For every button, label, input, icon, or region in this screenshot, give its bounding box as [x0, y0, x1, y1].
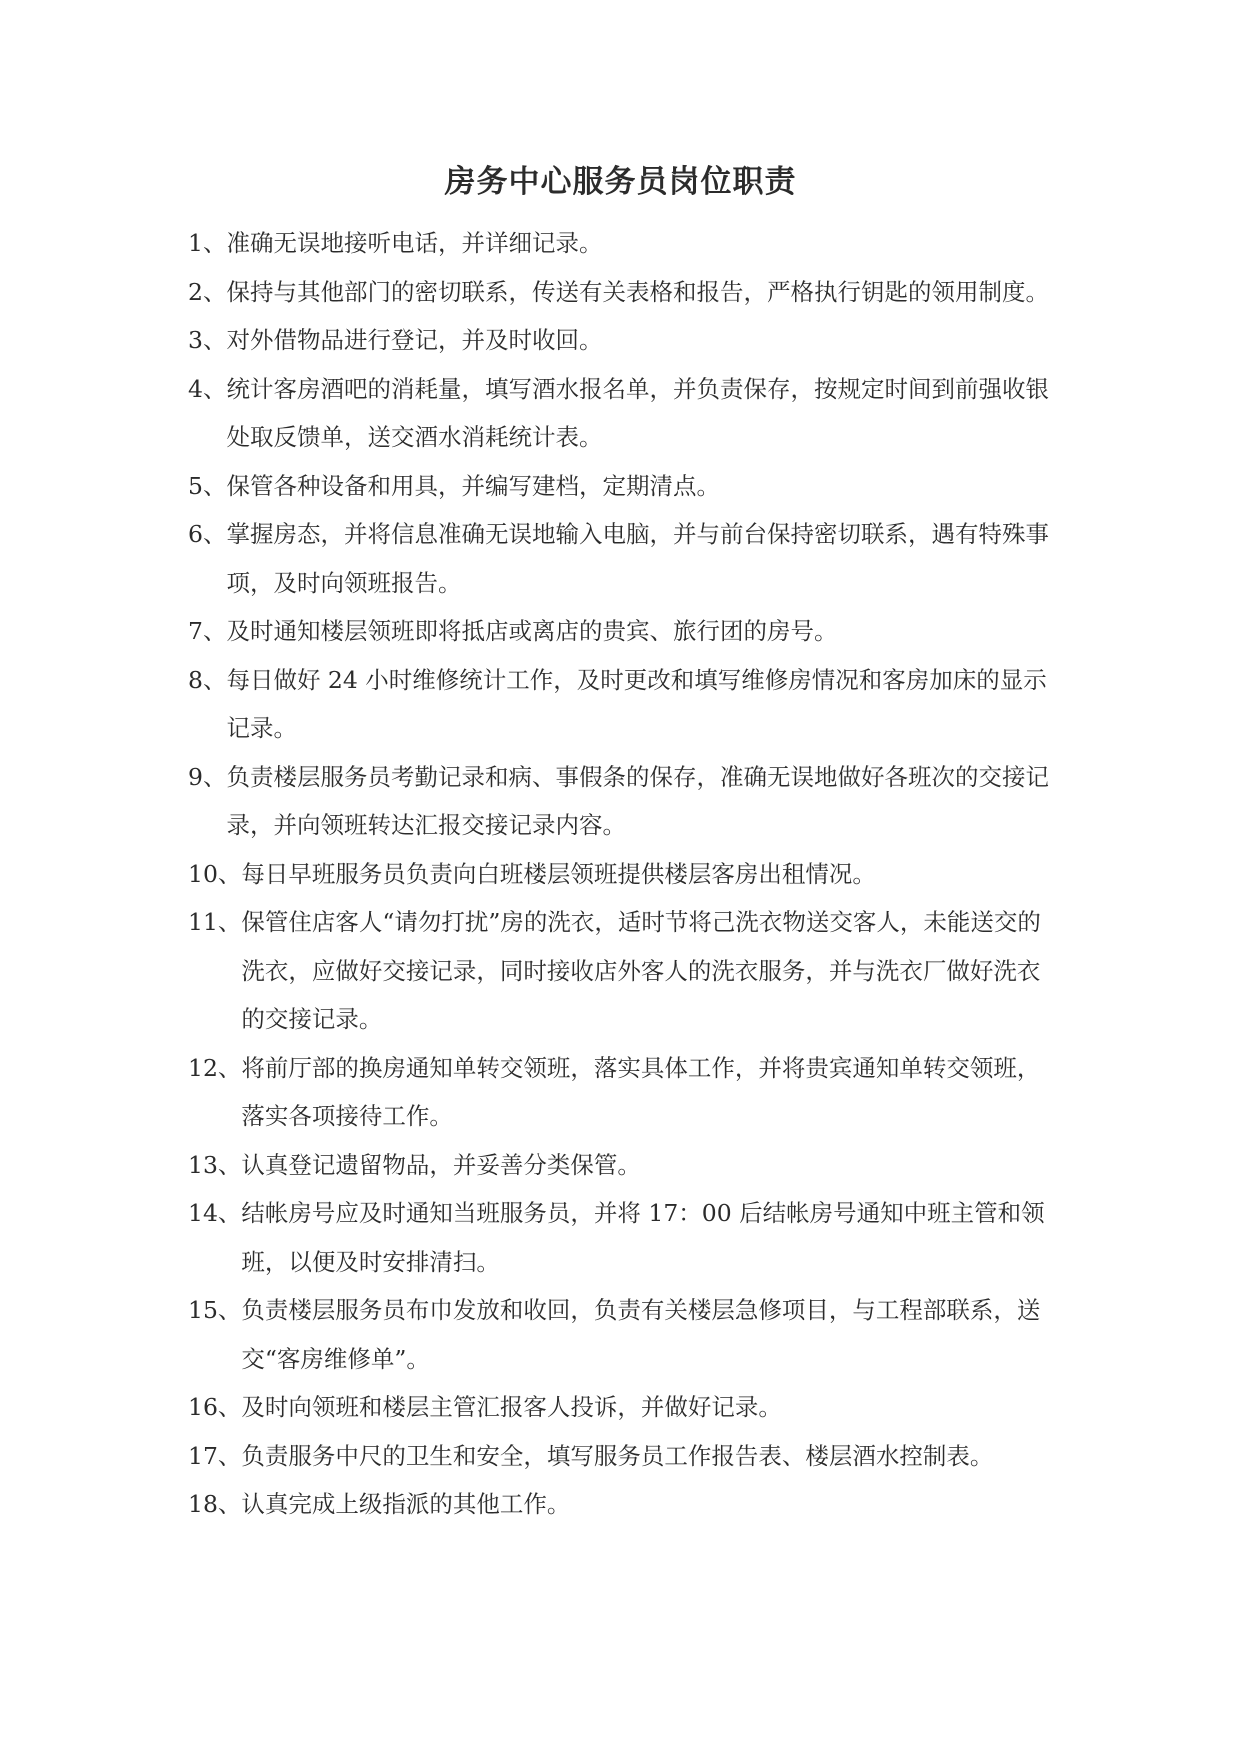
duty-item — [188, 316, 1060, 365]
duty-number: 9、 — [188, 762, 227, 791]
duty-number: 17、 — [188, 1441, 242, 1470]
duty-number: 15、 — [188, 1296, 242, 1324]
duty-text: 及时通知楼层领班即将抵店或离店的贵宾、旅行团的房号。 — [226, 617, 838, 645]
duty-text: 准确无误地接听电话，并详细记录。 — [226, 229, 603, 257]
duty-text: 每日早班服务员负责向白班楼层领班提供楼层客房出租情况。 — [241, 859, 876, 888]
duty-number: 6、 — [188, 520, 227, 548]
duty-number: 7、 — [188, 617, 227, 645]
duty-text: 负责服务中尺的卫生和安全，填写服务员工作报告表、楼层酒水控制表。 — [241, 1441, 994, 1470]
duty-number: 8、 — [188, 665, 227, 694]
duty-item — [188, 753, 1060, 850]
duty-number: 11、 — [188, 908, 242, 936]
duty-number: 14、 — [188, 1199, 242, 1227]
duty-item — [188, 607, 1060, 656]
duty-number: 2、 — [188, 277, 227, 306]
duty-text: 统计客房酒吧的消耗量，填写酒水报名单，并负责保存，按规定时间到前强收银处取反馈单，送交酒水消耗统计表。 — [226, 374, 1049, 451]
duty-item — [188, 850, 1060, 899]
duty-text: 保持与其他部门的密切联系，传送有关表格和报告，严格执行钥匙的领用制度。 — [226, 277, 1049, 306]
duty-text: 认真完成上级指派的其他工作。 — [241, 1490, 571, 1518]
page-title: 房务中心服务员岗位职责 — [444, 164, 797, 200]
duty-item — [188, 1141, 1060, 1190]
duty-item — [188, 1189, 1060, 1286]
duty-text: 保管各种设备和用具，并编写建档，定期清点。 — [226, 471, 720, 500]
duty-text: 认真登记遗留物品，并妥善分类保管。 — [241, 1150, 641, 1179]
duty-number: 12、 — [188, 1053, 242, 1082]
duty-item — [188, 510, 1060, 607]
duty-item — [188, 1383, 1060, 1432]
duty-item — [188, 462, 1060, 511]
duty-item — [188, 1286, 1060, 1383]
duty-number: 10、 — [188, 859, 242, 888]
duty-item — [188, 1044, 1060, 1141]
duty-text: 掌握房态，并将信息准确无误地输入电脑，并与前台保持密切联系，遇有特殊事项，及时向领班报告。 — [226, 520, 1049, 597]
duty-item — [188, 365, 1060, 462]
duty-item — [188, 1432, 1060, 1481]
duty-number: 13、 — [188, 1150, 242, 1179]
duty-item — [188, 1480, 1060, 1529]
duty-text: 负责楼层服务员考勤记录和病、事假条的保存，准确无误地做好各班次的交接记录，并向领班转达汇报交接记录内容。 — [226, 762, 1049, 839]
duty-item — [188, 656, 1060, 753]
duty-list — [188, 219, 1060, 1529]
duty-item — [188, 219, 1060, 268]
duty-number: 1、 — [188, 229, 227, 257]
duty-text: 每日做好 24 小时维修统计工作，及时更改和填写维修房情况和客房加床的显示记录。 — [226, 665, 1047, 742]
duty-text: 及时向领班和楼层主管汇报客人投诉，并做好记录。 — [241, 1393, 782, 1421]
duty-number: 16、 — [188, 1393, 242, 1421]
duty-item — [188, 898, 1060, 1044]
duty-number: 5、 — [188, 471, 227, 500]
duty-text: 将前厅部的换房通知单转交领班，落实具体工作，并将贵宾通知单转交领班，落实各项接待工作。 — [241, 1053, 1041, 1130]
duty-number: 4、 — [188, 374, 227, 403]
duty-number: 3、 — [188, 326, 227, 354]
duty-text: 对外借物品进行登记，并及时收回。 — [226, 326, 603, 354]
duty-text: 结帐房号应及时通知当班服务员，并将 17：00 后结帐房号通知中班主管和领班，以便及时安排清扫。 — [241, 1199, 1045, 1276]
duty-text: 负责楼层服务员布巾发放和收回，负责有关楼层急修项目，与工程部联系，送交“客房维修单”。 — [241, 1296, 1041, 1373]
duty-item — [188, 268, 1060, 317]
duty-number: 18、 — [188, 1490, 242, 1518]
duty-text: 保管住店客人“请勿打扰”房的洗衣，适时节将己洗衣物送交客人，未能送交的洗衣，应做好交接记录，同时接收店外客人的洗衣服务，并与洗衣厂做好洗衣的交接记录。 — [241, 908, 1041, 1033]
